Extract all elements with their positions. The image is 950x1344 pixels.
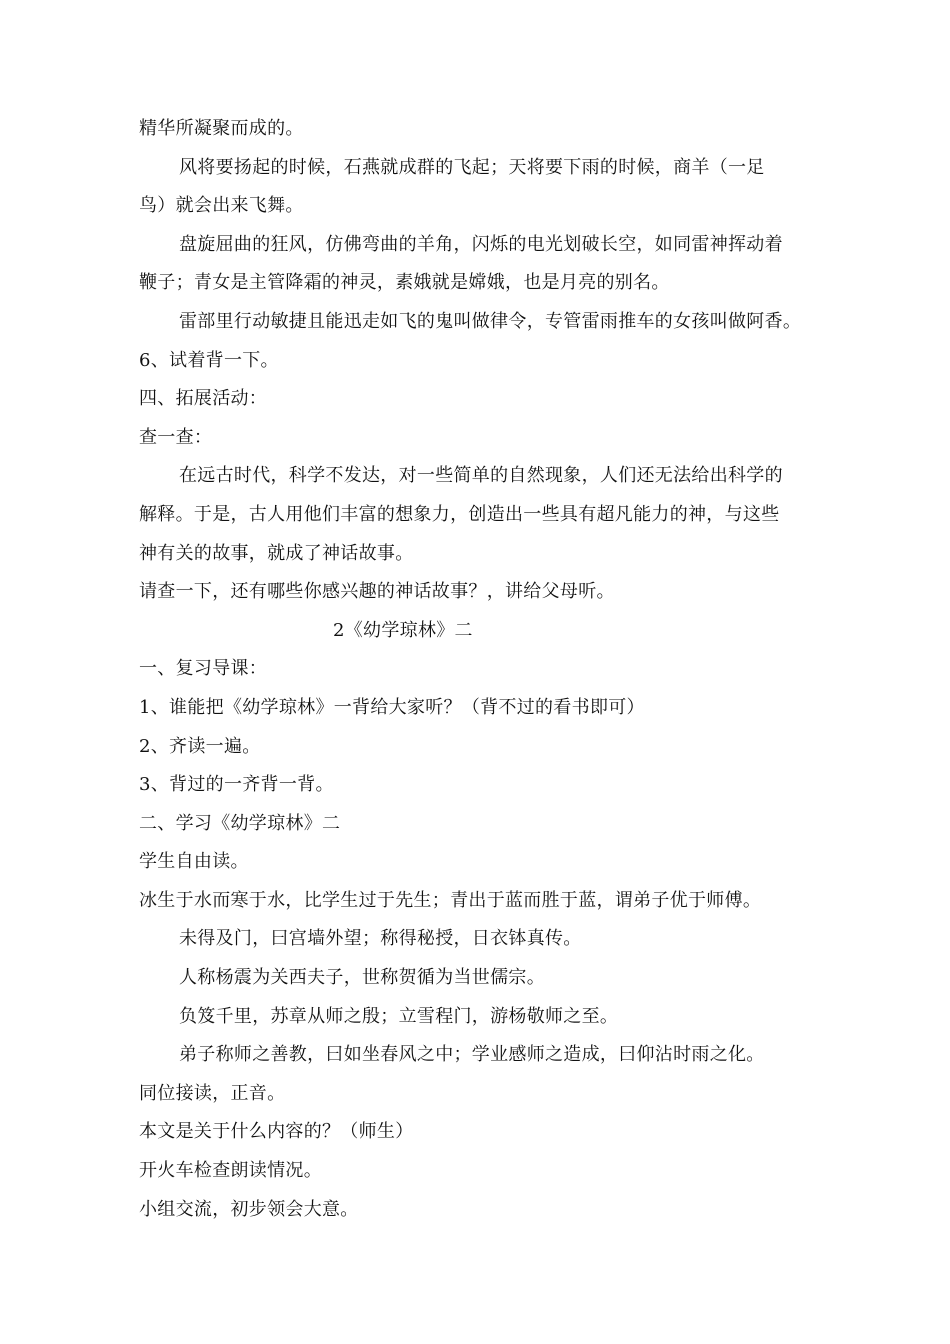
section-heading: 二、学习《幼学琼林》二 bbox=[139, 812, 341, 834]
text-line: 未得及门，曰宫墙外望；称得秘授，日衣钵真传。 bbox=[179, 928, 582, 950]
lesson-title: 2《幼学琼林》二 bbox=[333, 619, 473, 641]
text-line: 风将要扬起的时候，石燕就成群的飞起；天将要下雨的时候，商羊（一足 bbox=[179, 156, 765, 178]
text-line: 开火车检查朗读情况。 bbox=[139, 1160, 322, 1182]
text-line: 解释。于是，古人用他们丰富的想象力，创造出一些具有超凡能力的神，与这些 bbox=[139, 503, 780, 525]
section-heading: 一、复习导课： bbox=[139, 658, 268, 680]
text-line: 负笈千里，苏章从师之殷；立雪程门，游杨敬师之至。 bbox=[179, 1005, 619, 1027]
text-line: 同位接读，正音。 bbox=[139, 1082, 286, 1104]
section-heading: 四、拓展活动： bbox=[139, 388, 268, 410]
text-line: 学生自由读。 bbox=[139, 851, 249, 873]
text-line: 鞭子；青女是主管降霜的神灵，素娥就是嫦娥，也是月亮的别名。 bbox=[139, 272, 670, 294]
text-line: 小组交流，初步领会大意。 bbox=[139, 1198, 359, 1220]
text-line: 精华所凝聚而成的。 bbox=[139, 118, 304, 139]
text-line: 在远古时代，科学不发达，对一些简单的自然现象，人们还无法给出科学的 bbox=[179, 465, 783, 487]
text-line: 神有关的故事，就成了神话故事。 bbox=[139, 542, 414, 564]
text-line: 人称杨震为关西夫子，世称贺循为当世儒宗。 bbox=[179, 967, 545, 989]
text-line: 冰生于水而寒于水，比学生过于先生；青出于蓝而胜于蓝，谓弟子优于师傅。 bbox=[139, 889, 762, 911]
text-line: 盘旋屈曲的狂风，仿佛弯曲的羊角，闪烁的电光划破长空，如同雷神挥动着 bbox=[179, 233, 783, 255]
text-line: 1、谁能把《幼学琼林》一背给大家听？（背不过的看书即可） bbox=[139, 696, 645, 718]
text-line: 本文是关于什么内容的？（师生） bbox=[139, 1121, 414, 1143]
text-line: 鸟）就会出来飞舞。 bbox=[139, 195, 304, 217]
text-line: 请查一下，还有哪些你感兴趣的神话故事？，讲给父母听。 bbox=[139, 581, 615, 603]
text-line: 雷部里行动敏捷且能迅走如飞的鬼叫做律令，专管雷雨推车的女孩叫做阿香。 bbox=[179, 310, 802, 332]
text-line: 弟子称师之善教，曰如坐春风之中；学业感师之造成，曰仰沾时雨之化。 bbox=[179, 1044, 765, 1066]
text-line: 3、背过的一齐背一背。 bbox=[139, 774, 334, 796]
text-line: 2、齐读一遍。 bbox=[139, 735, 261, 757]
document-page bbox=[139, 110, 839, 1229]
step-heading: 6、试着背一下。 bbox=[139, 349, 279, 371]
text-line: 查一查： bbox=[139, 426, 213, 448]
